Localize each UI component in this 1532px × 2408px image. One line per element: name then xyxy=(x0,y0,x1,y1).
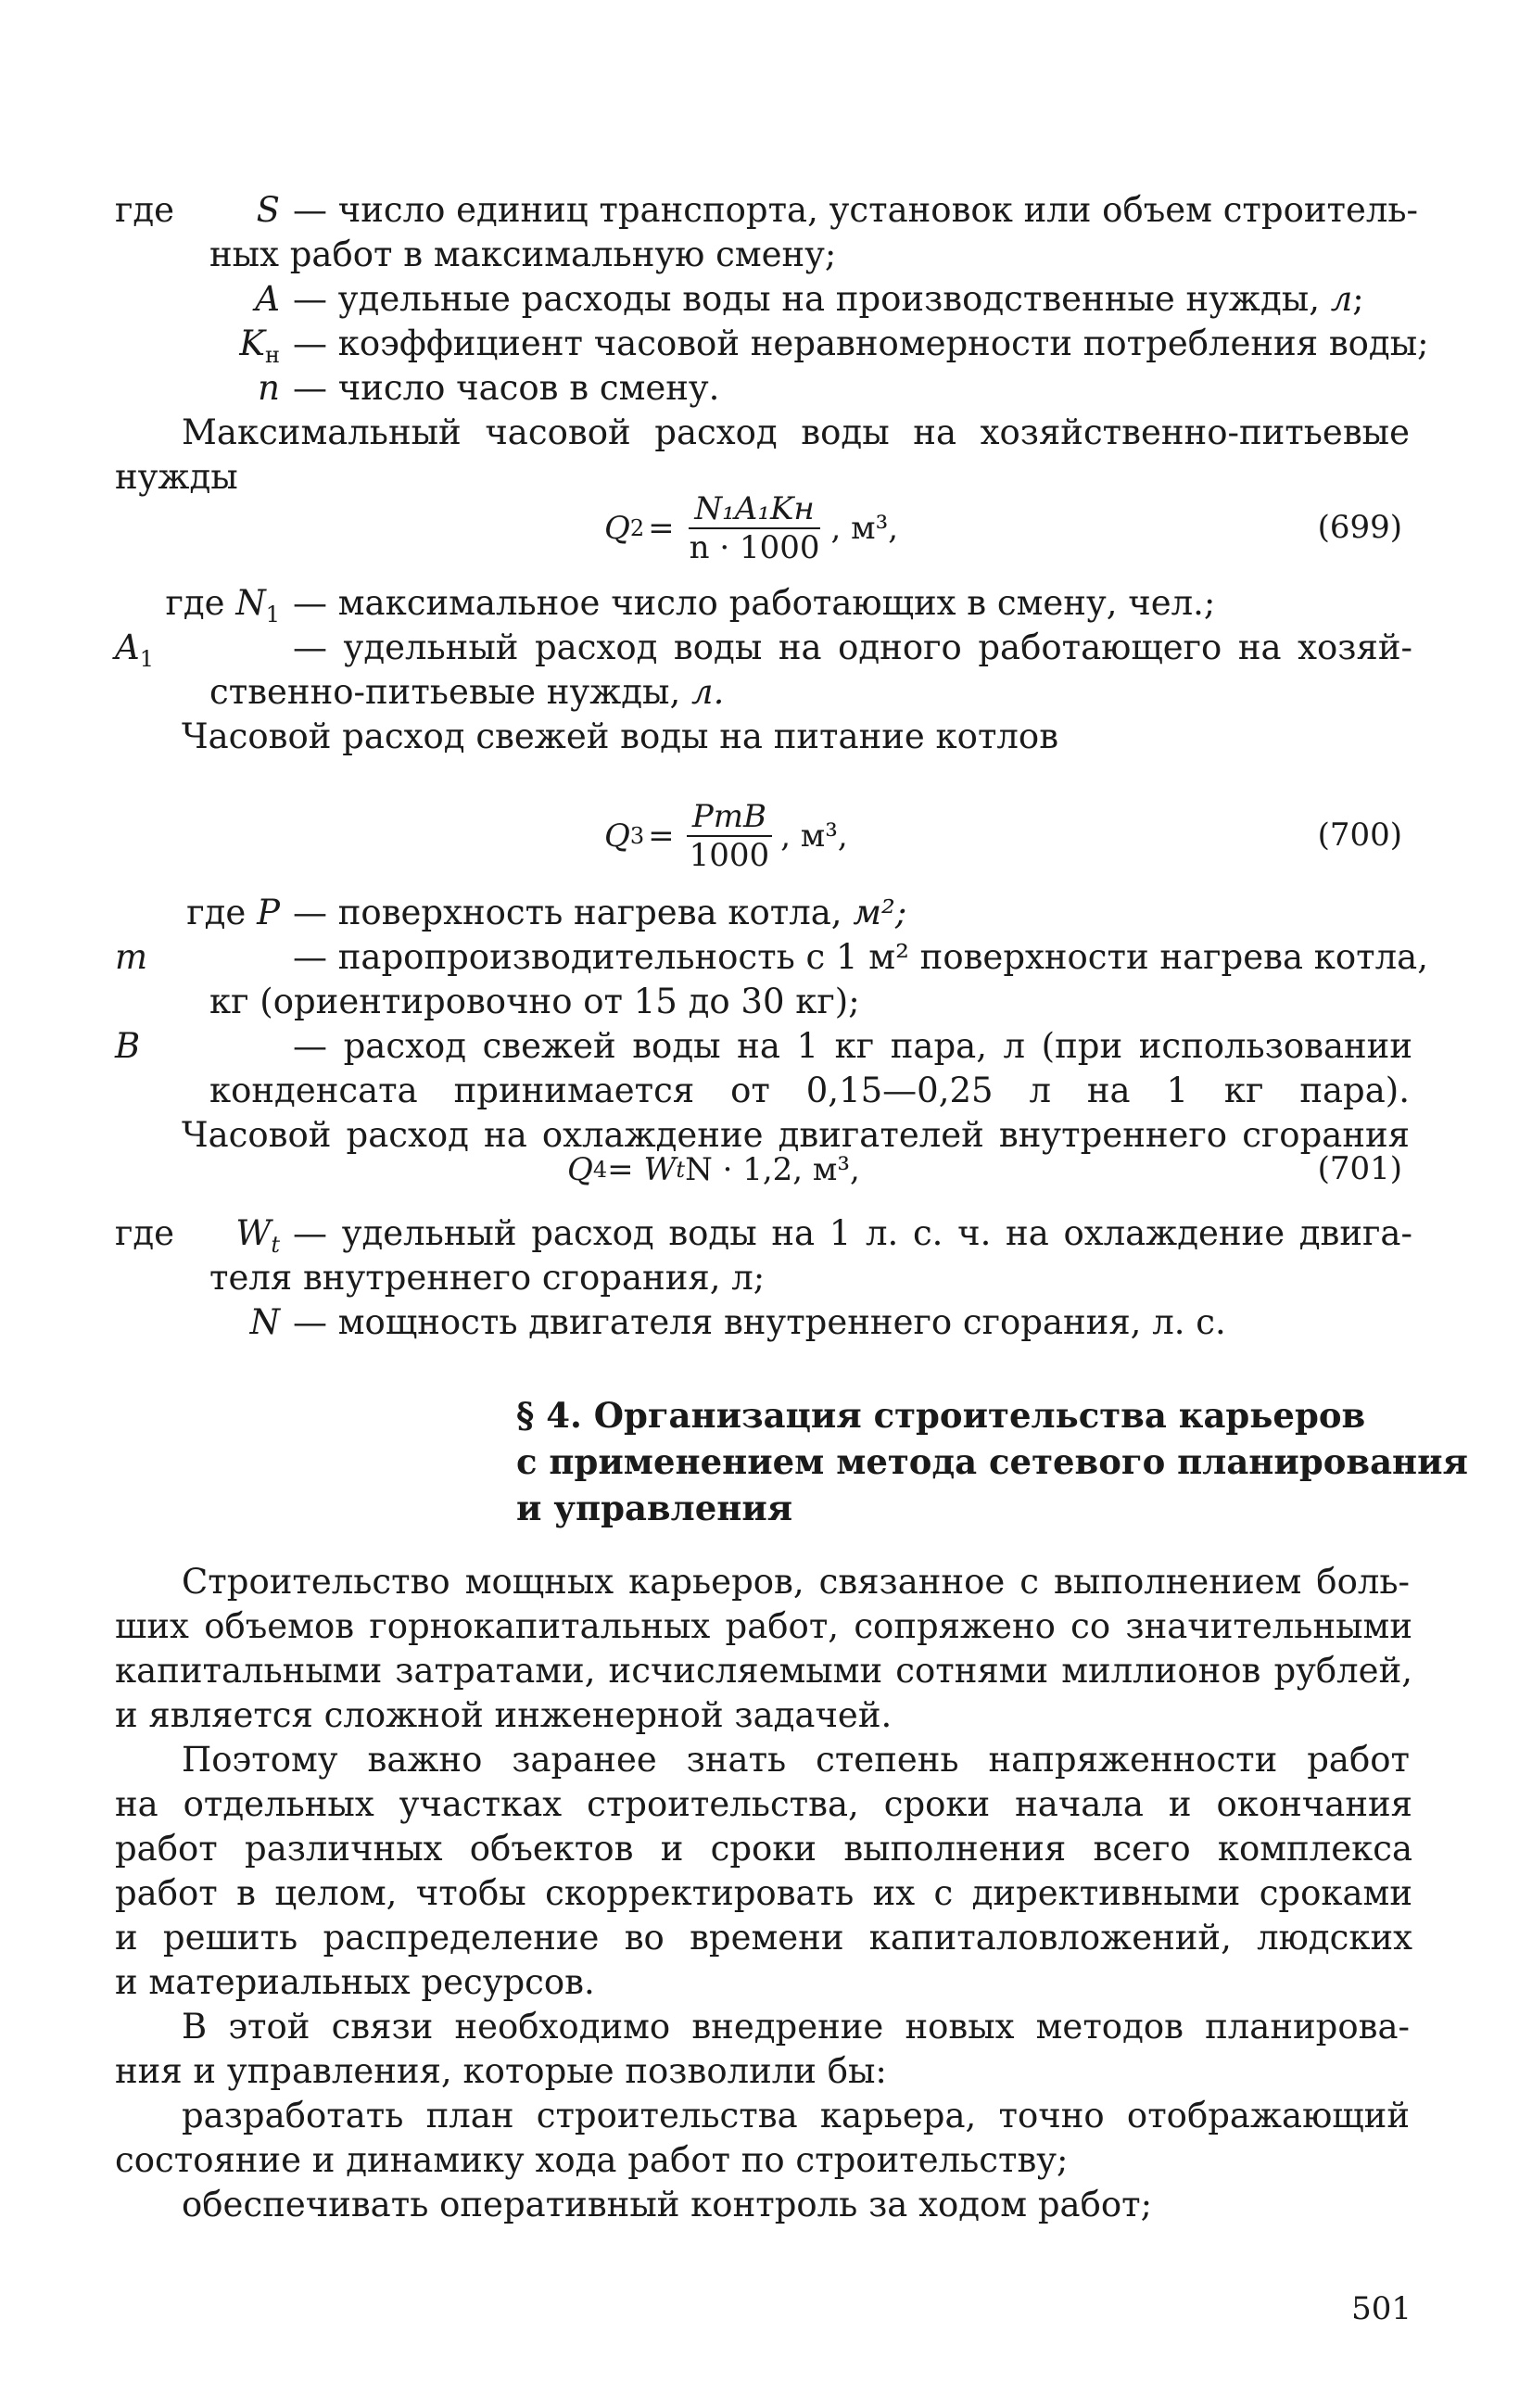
formula-lhs: Q xyxy=(604,817,630,855)
formula-699: Q 2 = $\frac{\text{N₁A₁Kн}}{n \cdot 1000}$ , м³, (699) xyxy=(604,490,1402,566)
def-line-a xyxy=(115,276,1412,323)
fraction xyxy=(684,490,826,566)
denominator: n · 1000 xyxy=(689,529,820,566)
gde-word: где xyxy=(115,190,175,230)
unit: л xyxy=(1330,279,1353,319)
paragraph-line: работ в целом, чтобы скорректировать их с директивными сроками xyxy=(115,1873,1412,1913)
def-text: — число единиц транспорта, установок или объем строитель- xyxy=(293,190,1419,230)
def-line-m xyxy=(115,934,1428,981)
section-heading-line1: § 4. Организация строительства карьеров xyxy=(516,1395,1366,1436)
unit: , м³, xyxy=(780,817,848,855)
numerator: N₁A₁Kн xyxy=(689,490,819,529)
section-heading-line3: и управления xyxy=(516,1488,793,1528)
paragraph-q4: Часовой расход на охлаждение двигателей внутреннего сгорания xyxy=(182,1115,1410,1155)
def-line-b-cont: конденсата принимается от 0,15—0,25 л на 1 кг пара). xyxy=(209,1071,1410,1110)
symbol-n: N xyxy=(235,583,266,623)
def-line-s xyxy=(115,187,1419,234)
equation-number: (701) xyxy=(1317,1150,1402,1187)
gde-word: где xyxy=(186,893,247,932)
page-number: 501 xyxy=(1351,2290,1412,2327)
symbol-b: B xyxy=(115,1026,141,1066)
gde-word: где xyxy=(115,1213,175,1253)
symbol-n: N xyxy=(249,1302,280,1342)
paragraph-line: ния и управления, которые позволили бы: xyxy=(115,2051,887,2091)
def-line-n-power xyxy=(115,1299,1412,1346)
unit: м²; xyxy=(853,893,907,932)
paragraph-q3: Часовой расход свежей воды на питание котлов xyxy=(182,716,1059,756)
def-text: — удельный расход воды на одного работающего на хозяй- xyxy=(293,627,1412,667)
formula-lhs: Q xyxy=(604,510,630,547)
def-line-s-cont: ных работ в максимальную смену; xyxy=(209,234,837,274)
subscript: 1 xyxy=(139,646,155,672)
symbol-m: m xyxy=(115,937,148,977)
formula-701: Q 4 = W t N · 1,2, м³, (701) xyxy=(0,1133,1532,1207)
def-text: — поверхность нагрева котла, xyxy=(293,893,842,932)
def-text: — мощность двигателя внутреннего сгорания, л. с. xyxy=(293,1302,1226,1342)
def-text: — коэффициент часовой неравномерности потребления воды; xyxy=(293,323,1429,363)
fraction xyxy=(684,798,776,874)
paragraph-line: состояние и динамику хода работ по строительству; xyxy=(115,2140,1069,2180)
def-text: ственно-питьевые нужды, xyxy=(209,672,681,712)
subscript: 1 xyxy=(265,602,280,627)
paragraph-line: ших объемов горнокапитальных работ, сопряжено со значительными xyxy=(115,1606,1412,1646)
paragraph-line: работ различных объектов и сроки выполнения всего комплекса xyxy=(115,1829,1412,1869)
numerator: PmB xyxy=(687,798,772,837)
formula-w: = W xyxy=(607,1151,677,1188)
symbol-p: P xyxy=(257,893,280,932)
def-text: — удельный расход воды на 1 л. с. ч. на охлаждение двига- xyxy=(293,1213,1412,1253)
gde-word: где xyxy=(165,583,225,623)
def-line-n xyxy=(115,365,1412,412)
formula-lhs: Q xyxy=(567,1151,593,1188)
paragraph-line: В этой связи необходимо внедрение новых методов планирова- xyxy=(182,2007,1410,2047)
paragraph-line: разработать план строительства карьера, точно отображающий xyxy=(182,2096,1410,2136)
equation-number: (700) xyxy=(1317,817,1402,854)
paragraph-line: и материальных ресурсов. xyxy=(115,1962,595,2002)
def-line-b xyxy=(115,1023,1412,1070)
def-line-a1-cont xyxy=(209,669,1410,716)
paragraph-line: Строительство мощных карьеров, связанное с выполнением боль- xyxy=(182,1562,1410,1602)
paragraph-q2-line2: нужды xyxy=(115,457,238,497)
punct: ; xyxy=(1352,279,1364,319)
def-line-p xyxy=(115,890,1412,936)
paragraph-line: на отдельных участках строительства, сроки начала и окончания xyxy=(115,1784,1412,1824)
symbol-n: n xyxy=(258,368,280,408)
def-line-kn xyxy=(115,321,1429,368)
paragraph-q2-line1: Максимальный часовой расход воды на хозяйственно-питьевые xyxy=(182,412,1410,452)
def-line-wt-cont: теля внутреннего сгорания, л; xyxy=(209,1258,766,1298)
formula-rest: N · 1,2, м³, xyxy=(685,1151,860,1188)
symbol-a: A xyxy=(255,279,280,319)
def-line-wt xyxy=(115,1210,1412,1257)
def-line-n1 xyxy=(115,580,1412,627)
symbol-k: K xyxy=(239,323,265,363)
paragraph-line: капитальными затратами, исчисляемыми сотнями миллионов рублей, xyxy=(115,1651,1412,1691)
def-text: — расход свежей воды на 1 кг пара, л (при использовании xyxy=(293,1026,1412,1066)
unit: , м³, xyxy=(830,510,899,547)
symbol-s: S xyxy=(256,190,280,230)
subscript: t xyxy=(271,1232,280,1258)
paragraph-line: обеспечивать оперативный контроль за ходом работ; xyxy=(182,2185,1153,2224)
subscript: н xyxy=(265,342,280,368)
def-text: — удельные расходы воды на производственные нужды, xyxy=(293,279,1320,319)
def-line-m-cont: кг (ориентировочно от 15 до 30 кг); xyxy=(209,982,860,1021)
formula-700: Q 3 = $\frac{\text{PmB}}{1000}$ , м³, (700) xyxy=(604,798,1402,874)
def-text: — число часов в смену. xyxy=(293,368,720,408)
symbol-a: A xyxy=(115,627,140,667)
paragraph-line: Поэтому важно заранее знать степень напряженности работ xyxy=(182,1740,1410,1780)
denominator: 1000 xyxy=(689,837,770,874)
equation-number: (699) xyxy=(1317,509,1402,546)
def-line-a1 xyxy=(115,625,1412,671)
section-heading-line2: с применением метода сетевого планирования xyxy=(516,1441,1468,1482)
symbol-w: W xyxy=(235,1213,272,1253)
paragraph-line: и является сложной инженерной задачей. xyxy=(115,1695,893,1735)
unit: л. xyxy=(691,672,725,712)
paragraph-line: и решить распределение во времени капиталовложений, людских xyxy=(115,1918,1412,1958)
def-text: — максимальное число работающих в смену, чел.; xyxy=(293,583,1216,623)
def-text: — паропроизводительность с 1 м² поверхности нагрева котла, xyxy=(293,937,1428,977)
